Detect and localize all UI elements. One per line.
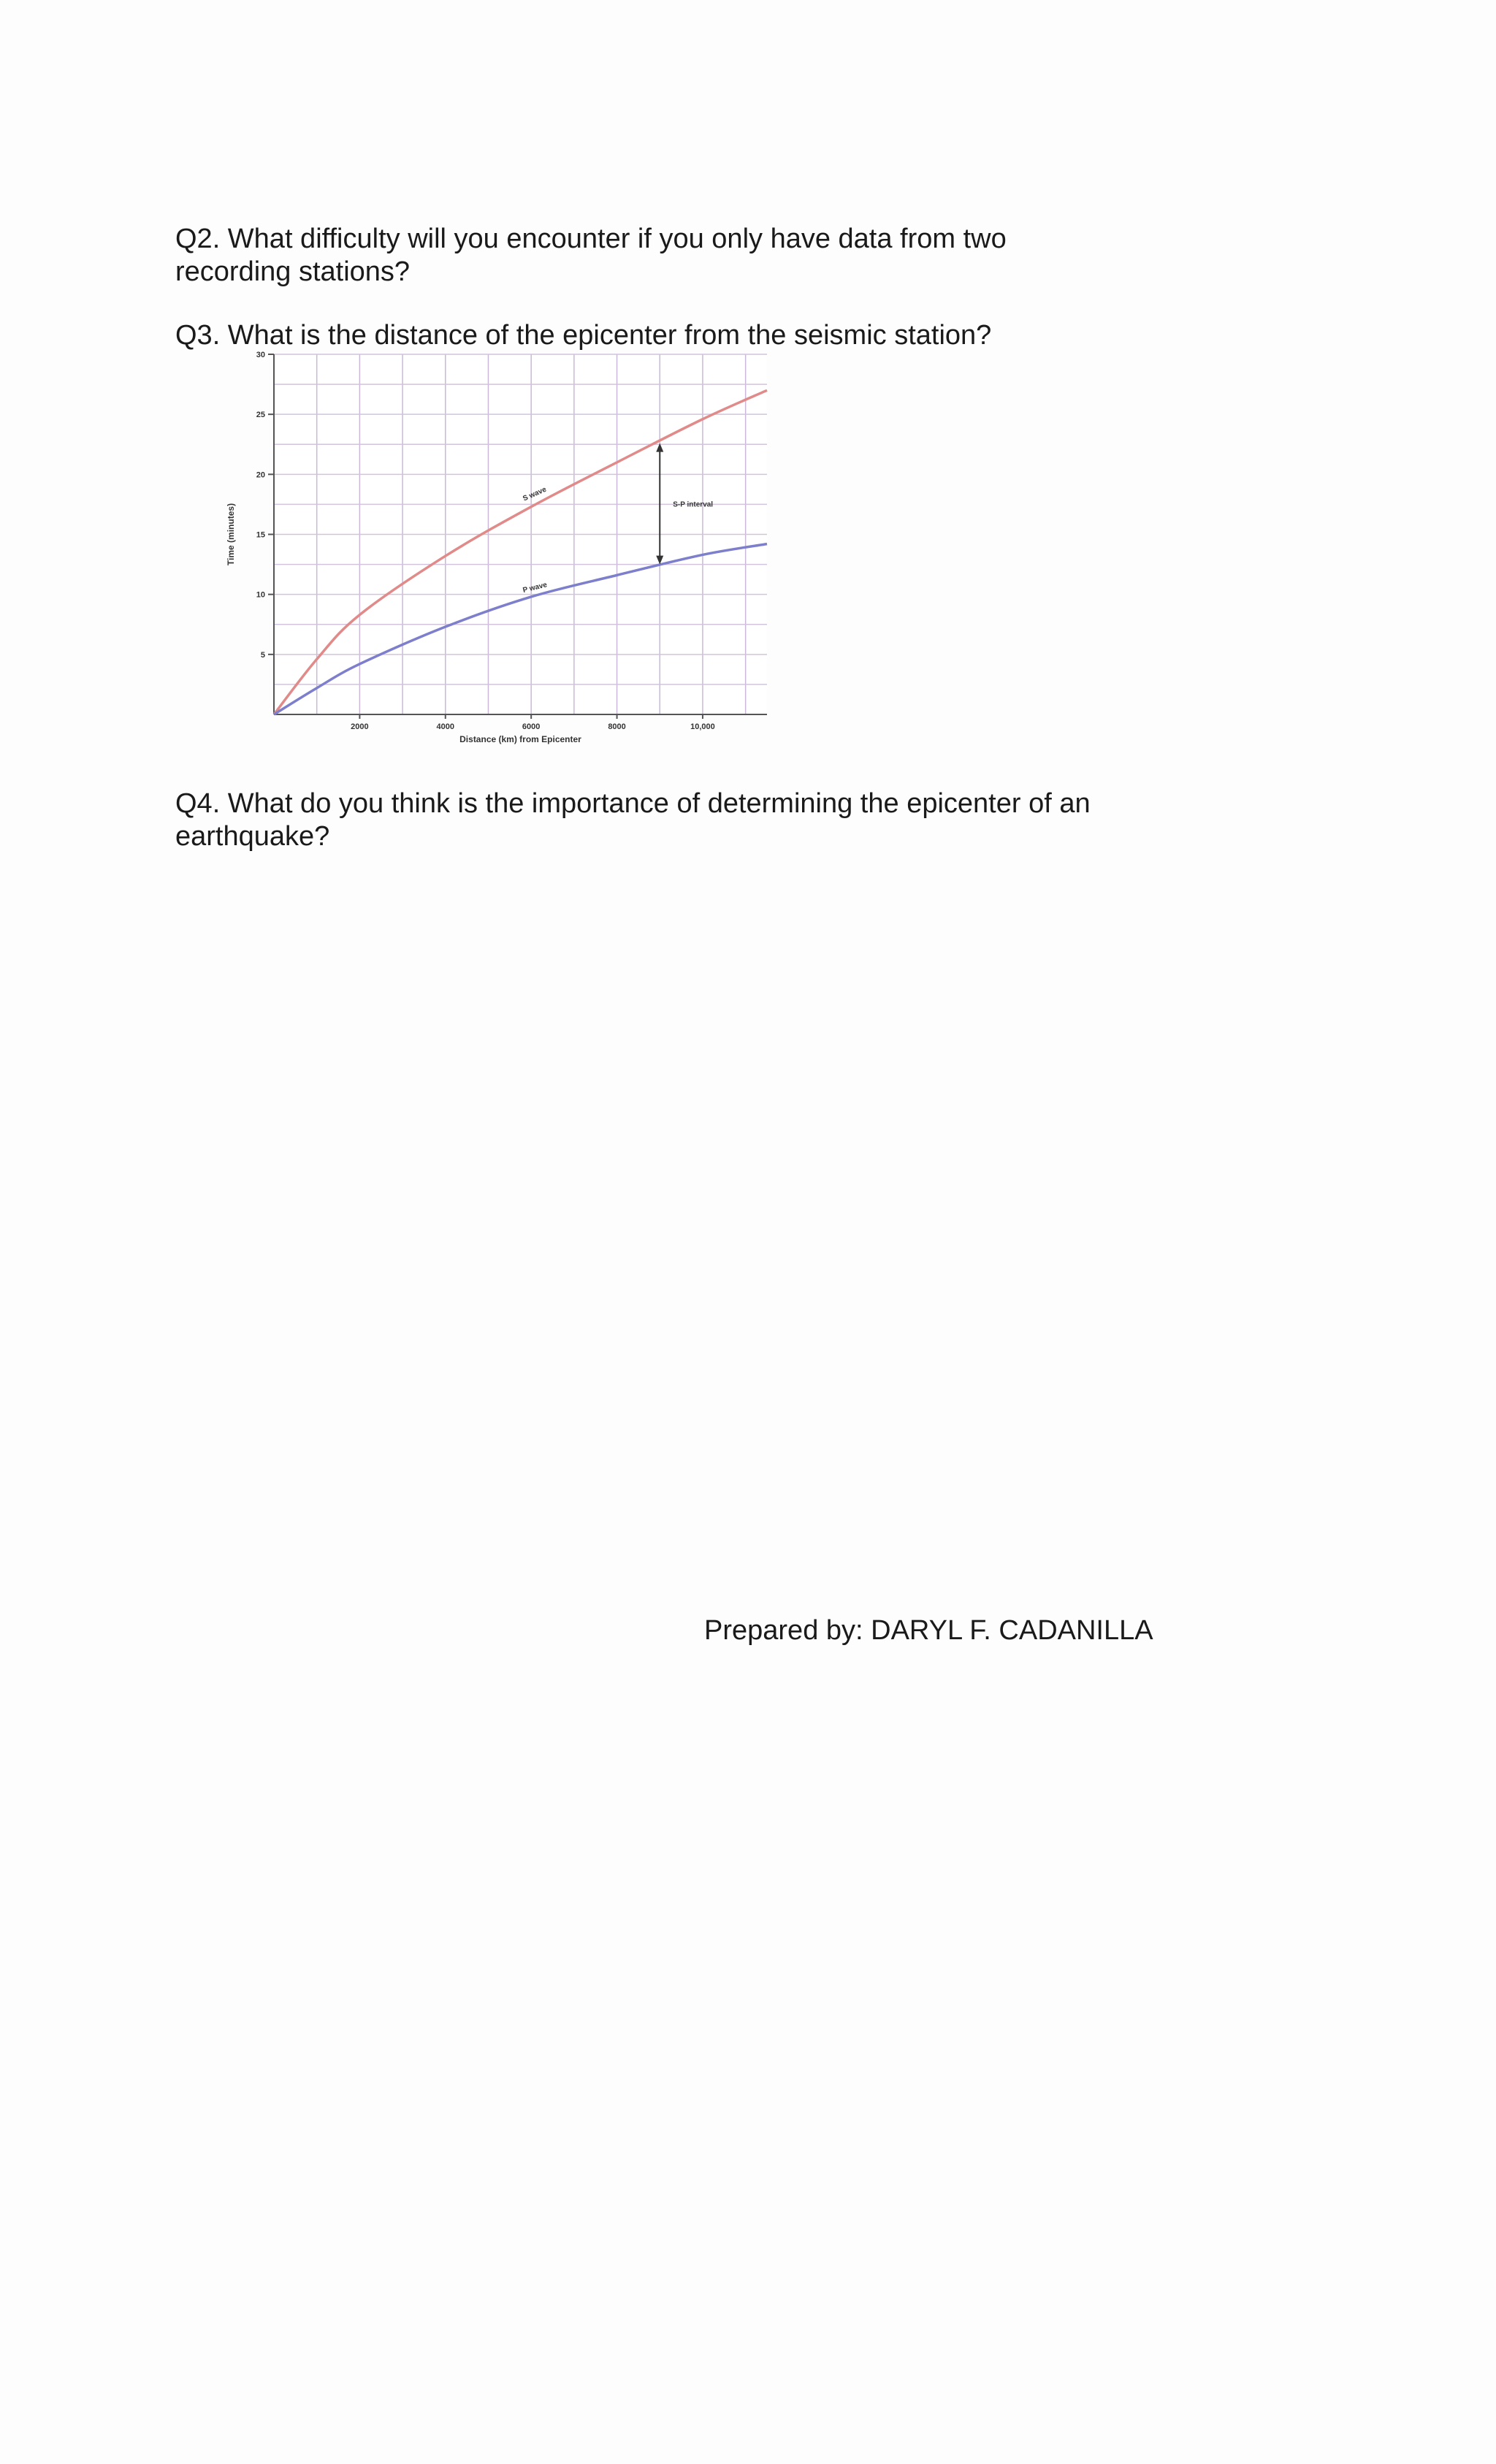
x-tick-label: 2000 bbox=[351, 722, 369, 731]
y-tick-label: 20 bbox=[256, 470, 265, 480]
x-tick-label: 6000 bbox=[522, 722, 541, 731]
y-tick-label: 15 bbox=[256, 530, 265, 540]
x-tick-label: 4000 bbox=[436, 722, 455, 731]
x-axis-label: Distance (km) from Epicenter bbox=[459, 734, 581, 744]
sp-interval-label: S-P interval bbox=[673, 500, 714, 509]
y-tick-label: 10 bbox=[256, 590, 265, 600]
question-2: Q2. What difficulty will you encounter if you only have data from two recording stations? bbox=[175, 224, 1007, 287]
y-axis-label: Time (minutes) bbox=[226, 503, 236, 566]
y-tick-label: 25 bbox=[256, 411, 265, 420]
series-label-p-wave: P wave bbox=[522, 581, 549, 595]
series-label-s-wave: S wave bbox=[522, 485, 548, 503]
chart-svg bbox=[219, 343, 789, 752]
y-tick-label: 30 bbox=[256, 351, 265, 359]
prepared-by: Prepared by: DARYL F. CADANILLA bbox=[704, 1615, 1153, 1646]
x-tick-label: 10,000 bbox=[690, 722, 715, 731]
question-3: Q3. What is the distance of the epicenter from the seismic station? bbox=[175, 320, 992, 351]
x-tick-label: 8000 bbox=[608, 722, 626, 731]
travel-time-chart bbox=[219, 343, 789, 752]
y-tick-label: 5 bbox=[260, 650, 265, 660]
question-4: Q4. What do you think is the importance of determining the epicenter of an earthquake? bbox=[175, 788, 1091, 852]
